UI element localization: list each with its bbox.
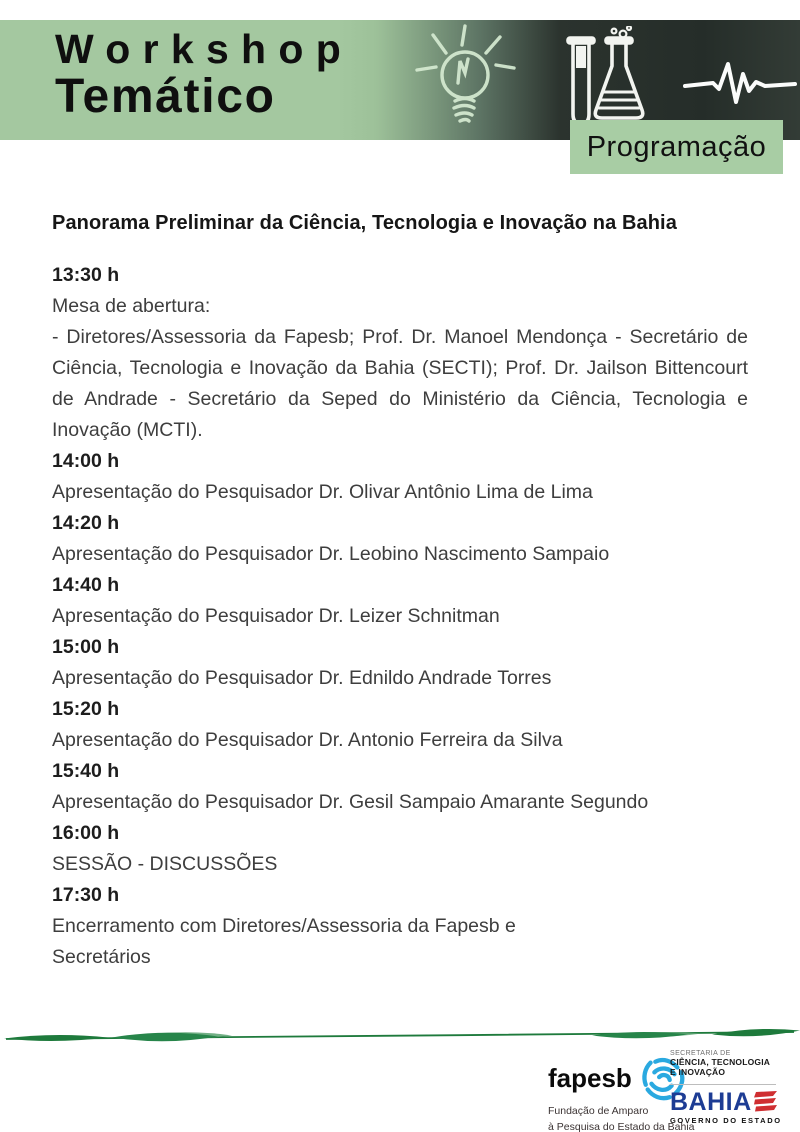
schedule-item: SESSÃO - DISCUSSÕES [52,853,278,875]
secretaria-line2: CIÊNCIA, TECNOLOGIA [670,1057,771,1067]
schedule-time: 16:00 h [52,822,120,844]
governo-tagline: GOVERNO DO ESTADO [670,1116,782,1125]
schedule-time: 14:40 h [52,574,120,596]
schedule-item: Apresentação do Pesquisador Dr. Ednildo Andrade Torres [52,667,552,689]
fapesb-logo [548,1056,695,1132]
schedule-item: Apresentação do Pesquisador Dr. Gesil Sampaio Amarante Segundo [52,791,649,813]
schedule-item: Apresentação do Pesquisador Dr. Antonio Ferreira da Silva [52,729,563,751]
heartbeat-icon [683,60,797,106]
fapesb-subtitle-line1: Fundação de Amparo [548,1105,649,1117]
bahia-government-logo [670,1050,782,1125]
schedule-time: 15:00 h [52,636,120,658]
wave-divider [0,1022,800,1052]
fapesb-subtitle-line2: à Pesquisa do Estado da Bahia [548,1121,695,1132]
schedule-time: 13:30 h [52,264,120,286]
page-title: Panorama Preliminar da Ciência, Tecnologia e Inovação na Bahia [52,212,677,234]
bahia-flag-icon [754,1091,779,1113]
schedule-time: 15:40 h [52,760,120,782]
schedule-time: 14:20 h [52,512,120,534]
secretaria-line3: E INOVAÇÃO [670,1066,726,1077]
banner-title-line1: Workshop [55,26,354,72]
programacao-badge: Programação [570,120,783,174]
bahia-wordmark: BAHIA [670,1088,752,1116]
schedule-item: Secretários [52,946,151,968]
schedule-time: 17:30 h [52,884,120,906]
lightbulb-icon [408,23,523,138]
fapesb-wordmark: fapesb [548,1063,632,1093]
program-content [52,210,748,973]
schedule-item: Encerramento com Diretores/Assessoria da Fapesb e [52,915,516,937]
schedule-item: Mesa de abertura: [52,295,211,317]
schedule-item: Apresentação do Pesquisador Dr. Leizer Schnitman [52,605,500,627]
schedule-time: 15:20 h [52,698,120,720]
schedule-time: 14:00 h [52,450,120,472]
schedule-item: Apresentação do Pesquisador Dr. Olivar Antônio Lima de Lima [52,481,593,503]
banner-title [55,26,353,122]
logo-divider [670,1084,776,1085]
banner-title-line2: Temático [55,70,276,124]
schedule-paragraph: - Diretores/Assessoria da Fapesb; Prof. Dr. Manoel Mendonça - Secretário de Ciência, Tecnologia e Inovação da Bahia (SECTI); Prof. Dr. Jailson Bittencourt de Andrade - Secretário da Seped do Ministério da Ciência, Tecnologia e Inovação (MCTI). [52,326,748,441]
schedule-item: Apresentação do Pesquisador Dr. Leobino Nascimento Sampaio [52,543,610,565]
secretaria-line1: SECRETARIA DE [670,1050,731,1057]
schedule-list [52,260,748,973]
